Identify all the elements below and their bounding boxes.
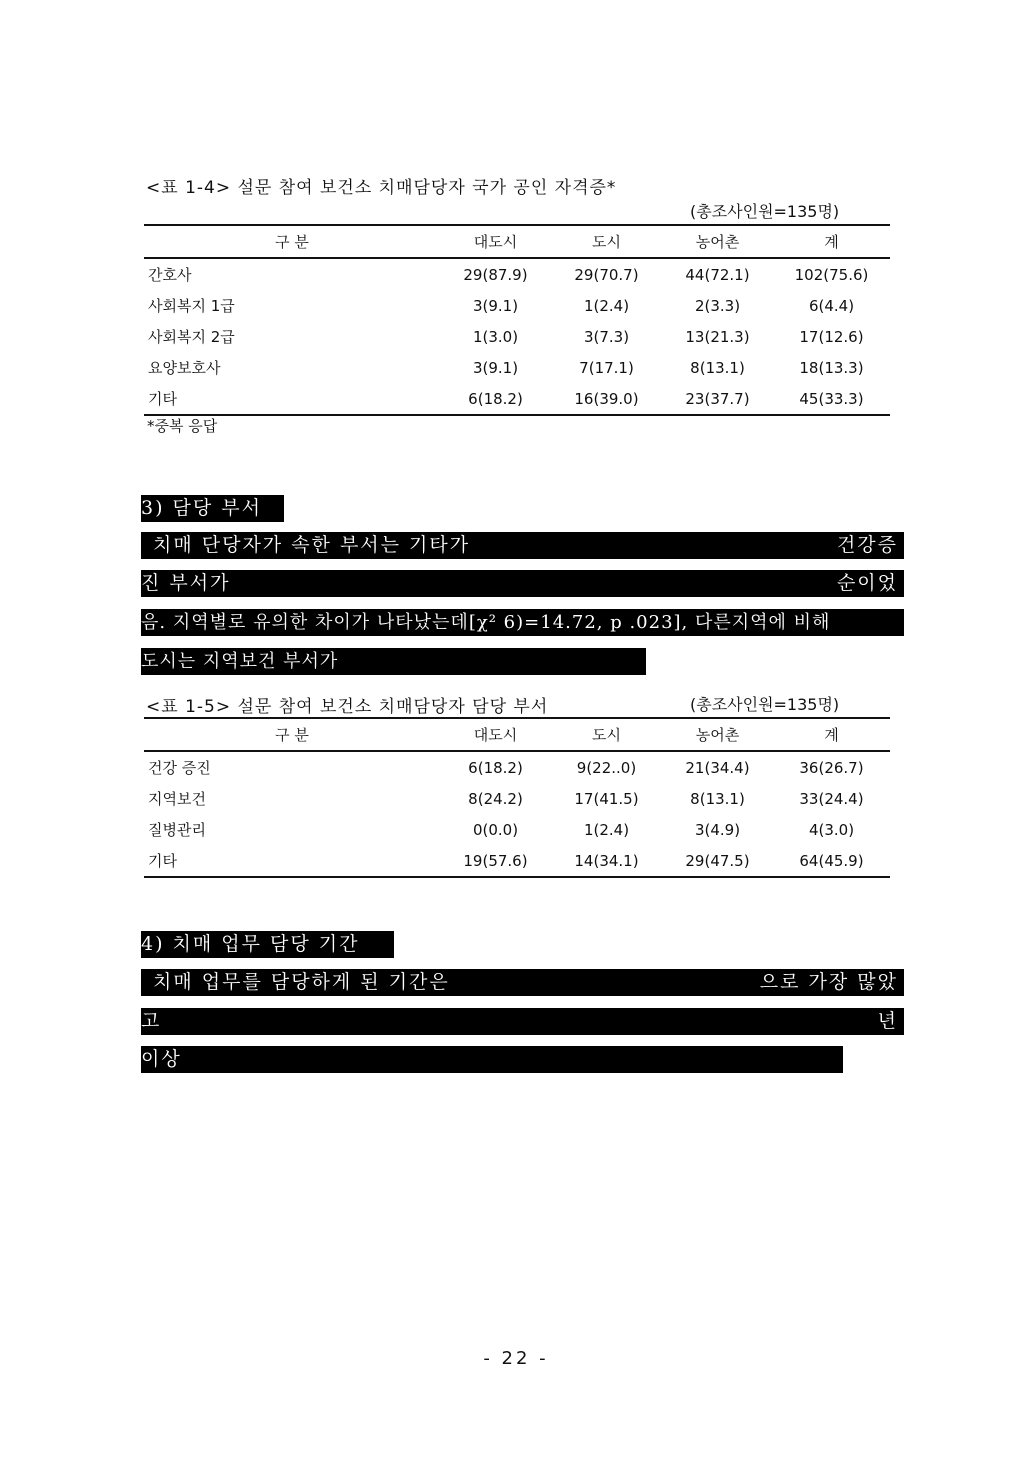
table-cell: 29(70.7) bbox=[574, 265, 639, 284]
section3-line1 bbox=[141, 532, 904, 559]
table-row bbox=[144, 258, 890, 290]
column-header: 구 분 bbox=[275, 233, 309, 251]
row-label: 사회복지 1급 bbox=[148, 297, 235, 315]
table-cell: 3(7.3) bbox=[583, 327, 630, 346]
table-cell: 33(24.4) bbox=[799, 789, 864, 808]
column-header: 대도시 bbox=[473, 233, 518, 251]
table-cell: 1(2.4) bbox=[583, 820, 630, 839]
table-cell: 29(87.9) bbox=[463, 265, 528, 284]
table-cell: 6(18.2) bbox=[468, 758, 523, 777]
table-cell: 8(13.1) bbox=[690, 358, 745, 377]
column-header: 대도시 bbox=[473, 726, 518, 744]
section4-line3-text: 이상 bbox=[141, 1048, 182, 1070]
table2 bbox=[144, 717, 890, 878]
section4-heading-text: 4) 치매 업무 담당 기간 bbox=[141, 933, 360, 955]
section4-line2-right: 년 bbox=[877, 1010, 898, 1032]
table-header-row bbox=[144, 718, 890, 751]
table2-unit: (총조사인원=135명) bbox=[690, 695, 840, 714]
table-cell: 3(4.9) bbox=[694, 820, 741, 839]
table-header-row bbox=[144, 225, 890, 258]
table-cell: 3(9.1) bbox=[472, 296, 519, 315]
page-number: - 22 - bbox=[483, 1348, 549, 1369]
table-cell: 64(45.9) bbox=[799, 851, 864, 870]
row-label: 요양보호사 bbox=[148, 359, 221, 377]
row-label: 지역보건 bbox=[148, 790, 206, 808]
column-header: 계 bbox=[824, 726, 839, 744]
table-cell: 14(34.1) bbox=[574, 851, 639, 870]
table-cell: 19(57.6) bbox=[463, 851, 528, 870]
table-cell: 6(4.4) bbox=[808, 296, 855, 315]
row-label: 기타 bbox=[148, 390, 177, 408]
table-cell: 23(37.7) bbox=[685, 389, 750, 408]
table2-caption: <표 1-5> 설문 참여 보건소 치매담당자 담당 부서 bbox=[146, 697, 549, 717]
table-cell: 17(12.6) bbox=[799, 327, 864, 346]
table-row bbox=[144, 845, 890, 877]
row-label: 질병관리 bbox=[148, 821, 206, 839]
section4-line2-left: 고 bbox=[141, 1010, 162, 1032]
table-cell: 6(18.2) bbox=[468, 389, 523, 408]
section3-heading bbox=[141, 495, 284, 522]
table-row bbox=[144, 751, 890, 783]
column-header: 농어촌 bbox=[695, 726, 740, 744]
row-label: 기타 bbox=[148, 852, 177, 870]
table1-caption: <표 1-4> 설문 참여 보건소 치매담당자 국가 공인 자격증* bbox=[146, 178, 617, 198]
column-header: 구 분 bbox=[275, 726, 309, 744]
section4-heading bbox=[141, 931, 394, 958]
section4-line1-right: 으로 가장 많았 bbox=[759, 971, 898, 993]
section3-line4-text: 도시는 지역보건 부서가 bbox=[141, 651, 339, 672]
table-cell: 44(72.1) bbox=[685, 265, 750, 284]
table-cell: 36(26.7) bbox=[799, 758, 864, 777]
table-cell: 45(33.3) bbox=[799, 389, 864, 408]
section3-line3 bbox=[141, 609, 904, 636]
table-cell: 0(0.0) bbox=[472, 820, 519, 839]
section3-line1-left: 치매 단당자가 속한 부서는 기타가 bbox=[153, 534, 471, 556]
table1-unit: (총조사인원=135명) bbox=[690, 202, 840, 221]
column-header: 계 bbox=[824, 233, 839, 251]
table-cell: 8(24.2) bbox=[468, 789, 523, 808]
section3-line4 bbox=[141, 648, 646, 675]
table-row bbox=[144, 321, 890, 352]
section4-line1 bbox=[141, 969, 904, 996]
table-cell: 17(41.5) bbox=[574, 789, 639, 808]
table-cell: 102(75.6) bbox=[794, 265, 869, 284]
section3-heading-text: 3) 담당 부서 bbox=[141, 497, 262, 519]
table-cell: 1(3.0) bbox=[472, 327, 519, 346]
table-cell: 2(3.3) bbox=[694, 296, 741, 315]
table-cell: 13(21.3) bbox=[685, 327, 750, 346]
table1 bbox=[144, 224, 890, 416]
table1-footnote: *중복 응답 bbox=[147, 417, 218, 435]
section3-line2 bbox=[141, 570, 904, 597]
section4-line3 bbox=[141, 1046, 843, 1073]
table-cell: 9(22..0) bbox=[576, 758, 637, 777]
table-cell: 7(17.1) bbox=[579, 358, 634, 377]
column-header: 농어촌 bbox=[695, 233, 740, 251]
column-header: 도시 bbox=[592, 233, 621, 251]
table-cell: 16(39.0) bbox=[574, 389, 639, 408]
section3-line2-left: 진 부서가 bbox=[141, 572, 231, 594]
table-row bbox=[144, 290, 890, 321]
section3-line1-right: 건강증 bbox=[836, 534, 898, 556]
table-cell: 8(13.1) bbox=[690, 789, 745, 808]
table-cell: 29(47.5) bbox=[685, 851, 750, 870]
table-row bbox=[144, 352, 890, 383]
section3-line3-text: 음. 지역별로 유의한 차이가 나타났는데[χ² 6)=14.72, p .023], 다른지역에 비해 bbox=[141, 612, 831, 633]
section3-line2-right: 순이었 bbox=[836, 572, 898, 594]
row-label: 간호사 bbox=[148, 266, 192, 284]
table-cell: 3(9.1) bbox=[472, 358, 519, 377]
section4-line2 bbox=[141, 1008, 904, 1035]
table-row bbox=[144, 383, 890, 415]
row-label: 사회복지 2급 bbox=[148, 328, 235, 346]
table-cell: 18(13.3) bbox=[799, 358, 864, 377]
table-cell: 21(34.4) bbox=[685, 758, 750, 777]
table-cell: 1(2.4) bbox=[583, 296, 630, 315]
table-cell: 4(3.0) bbox=[808, 820, 855, 839]
table-row bbox=[144, 783, 890, 814]
row-label: 건강 증진 bbox=[148, 759, 211, 777]
column-header: 도시 bbox=[592, 726, 621, 744]
section4-line1-left: 치매 업무를 담당하게 된 기간은 bbox=[153, 971, 450, 993]
table-row bbox=[144, 814, 890, 845]
